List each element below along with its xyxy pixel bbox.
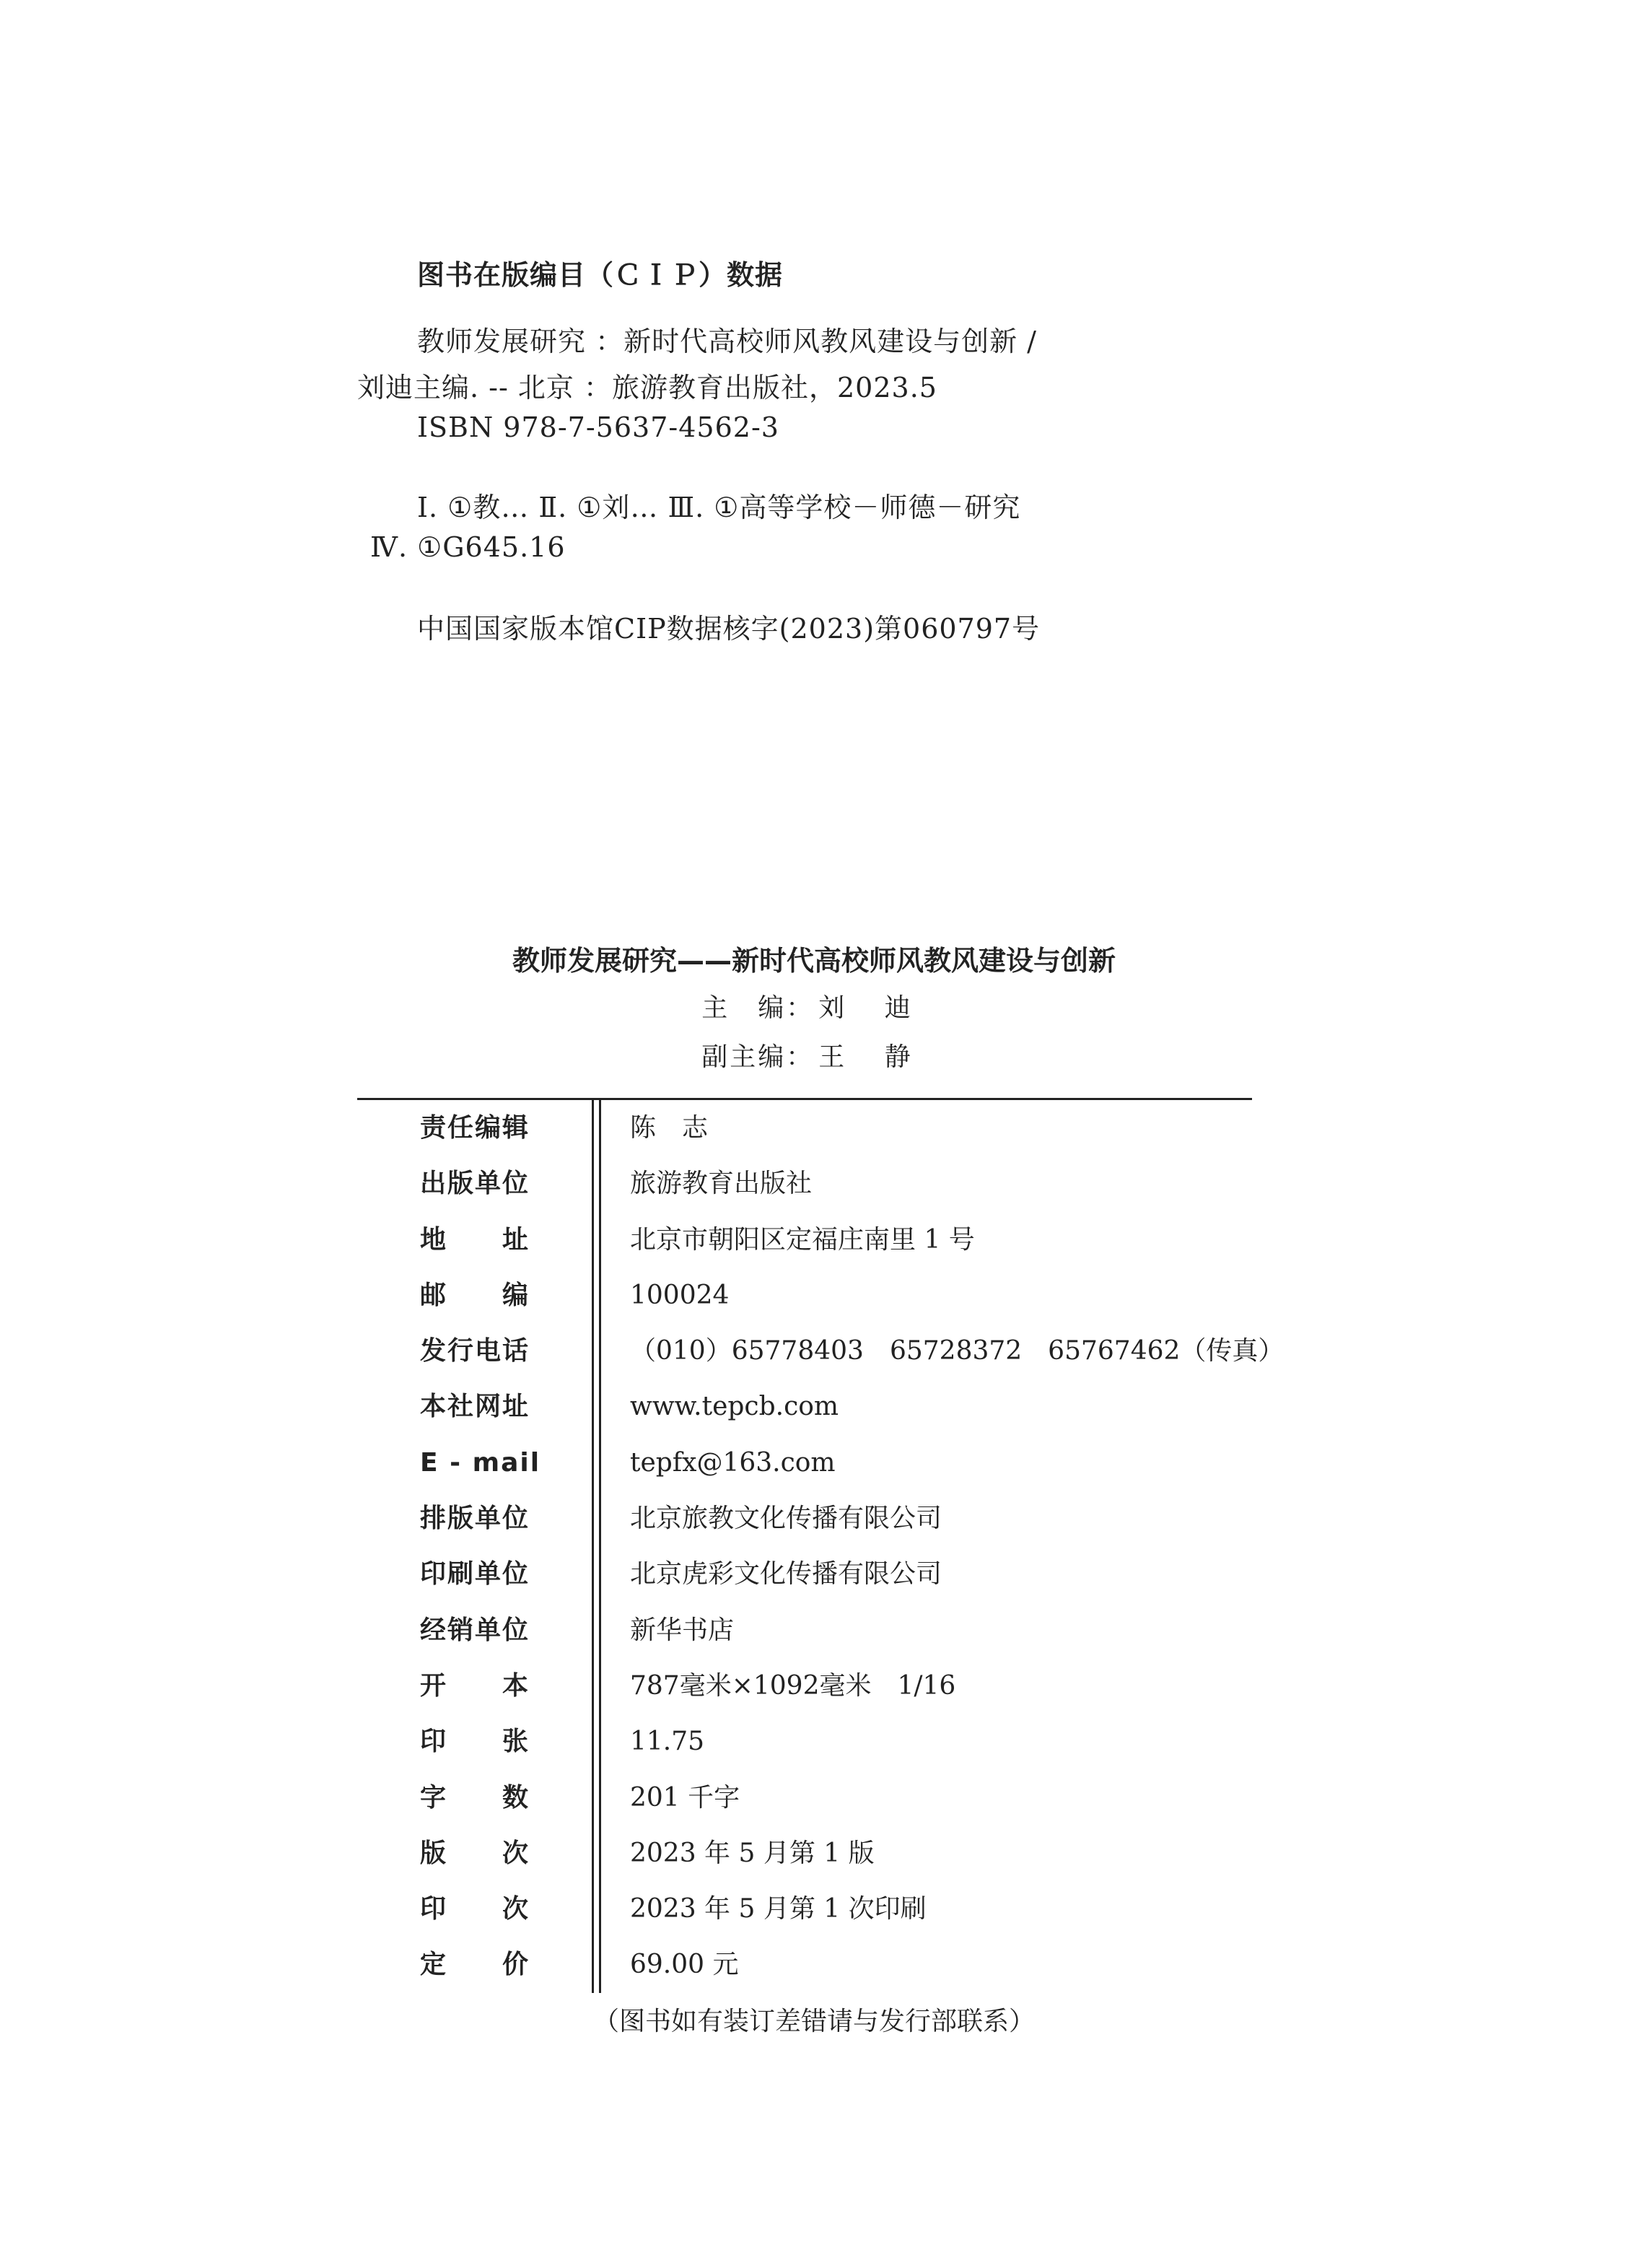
cip-isbn: ISBN 978-7-5637-4562-3 bbox=[417, 411, 779, 443]
info-label: 排版单位 bbox=[420, 1504, 528, 1534]
info-value: （010）65778403 65728372 65767462（传真） bbox=[630, 1336, 1285, 1366]
info-row-distributor bbox=[357, 1602, 1252, 1658]
info-row-typesetter bbox=[357, 1491, 1252, 1546]
info-value: 2023 年 5 月第 1 次印刷 bbox=[630, 1894, 927, 1924]
info-value: 旅游教育出版社 bbox=[630, 1169, 813, 1199]
chief-editor-line bbox=[0, 987, 1628, 1024]
footer-note: （图书如有装订差错请与发行部联系） bbox=[592, 2007, 1035, 2036]
cip-responsibility-line: 刘迪主编. -- 北京 ：旅游教育出版社，2023.5 bbox=[357, 372, 937, 404]
info-label: 版次 bbox=[420, 1838, 528, 1868]
deputy-editor-name: 王 静 bbox=[818, 1042, 927, 1072]
info-value: 新华书店 bbox=[630, 1615, 735, 1645]
info-value: 787毫米×1092毫米 1/16 bbox=[630, 1670, 956, 1701]
cip-subject-line-2: Ⅳ. ①G645.16 bbox=[370, 531, 566, 563]
info-value: 北京虎彩文化传播有限公司 bbox=[630, 1559, 942, 1589]
info-row-postcode bbox=[357, 1268, 1252, 1323]
info-value: 陈 志 bbox=[630, 1113, 709, 1143]
deputy-editor-line bbox=[0, 1037, 1628, 1073]
info-value: www.tepcb.com bbox=[630, 1392, 839, 1422]
info-value: 69.00 元 bbox=[630, 1950, 739, 1980]
publication-info-table bbox=[357, 1100, 1285, 1993]
info-label: 邮编 bbox=[420, 1280, 528, 1310]
cip-record-number: 中国国家版本馆CIP数据核字(2023)第060797号 bbox=[417, 613, 1041, 645]
info-row-email bbox=[357, 1435, 1252, 1491]
info-row-edition bbox=[357, 1826, 1252, 1881]
info-row-format bbox=[357, 1658, 1252, 1714]
info-value: tepfx@163.com bbox=[630, 1447, 836, 1478]
info-row-sheets bbox=[357, 1714, 1252, 1769]
info-label: 发行电话 bbox=[420, 1336, 528, 1366]
chief-editor-role: 主 编： bbox=[701, 993, 815, 1023]
info-label: 字数 bbox=[420, 1782, 528, 1813]
info-row-publisher bbox=[357, 1156, 1252, 1211]
info-value: 北京旅教文化传播有限公司 bbox=[630, 1504, 942, 1534]
info-row-website bbox=[357, 1379, 1252, 1434]
info-value: 201 千字 bbox=[630, 1782, 740, 1813]
cip-title-line: 教师发展研究 ：新时代高校师风教风建设与创新 / bbox=[417, 326, 1037, 357]
info-row-address bbox=[357, 1212, 1252, 1268]
cip-subject-line-1: Ⅰ. ①教… Ⅱ. ①刘… Ⅲ. ①高等学校－师德－研究 bbox=[417, 492, 1021, 523]
info-row-printer bbox=[357, 1546, 1252, 1602]
info-label: 印张 bbox=[420, 1727, 528, 1757]
info-label: 开本 bbox=[420, 1670, 528, 1701]
info-value: 100024 bbox=[630, 1280, 730, 1310]
info-label: 印刷单位 bbox=[420, 1559, 528, 1589]
info-row-phone bbox=[357, 1323, 1285, 1379]
book-title: 教师发展研究——新时代高校师风教风建设与创新 bbox=[512, 945, 1116, 977]
info-label: E - mail bbox=[420, 1447, 541, 1478]
info-row-word-count bbox=[357, 1770, 1252, 1826]
info-row-editor bbox=[357, 1100, 1252, 1156]
info-label: 印次 bbox=[420, 1894, 528, 1924]
info-label: 经销单位 bbox=[420, 1615, 528, 1645]
info-label: 定价 bbox=[420, 1950, 528, 1980]
info-label: 责任编辑 bbox=[420, 1113, 528, 1143]
info-row-printing bbox=[357, 1881, 1252, 1937]
cip-heading: 图书在版编目（ＣＩＰ）数据 bbox=[417, 259, 784, 291]
info-label: 地址 bbox=[420, 1224, 528, 1255]
info-value: 北京市朝阳区定福庄南里 1 号 bbox=[630, 1224, 975, 1255]
info-value: 2023 年 5 月第 1 版 bbox=[630, 1838, 875, 1868]
info-value: 11.75 bbox=[630, 1727, 705, 1757]
info-label: 本社网址 bbox=[420, 1392, 528, 1422]
deputy-editor-role: 副主编： bbox=[701, 1042, 815, 1072]
chief-editor-name: 刘 迪 bbox=[818, 993, 927, 1023]
info-label: 出版单位 bbox=[420, 1169, 528, 1199]
info-row-price bbox=[357, 1937, 1252, 1992]
